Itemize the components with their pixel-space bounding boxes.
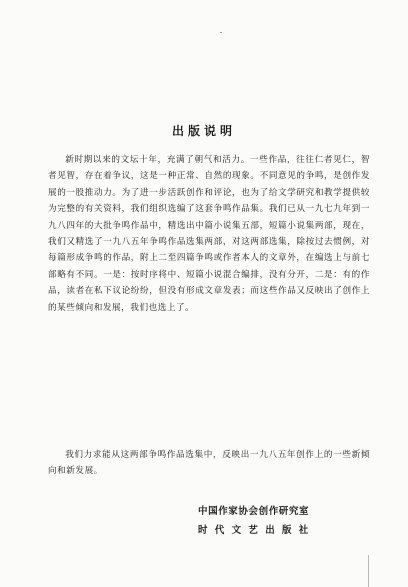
scan-speck xyxy=(220,32,222,33)
signature-publisher: 时代文艺出版社 xyxy=(198,525,316,536)
body-paragraph-1: 新时期以来的文坛十年，充满了朝气和活力。一些作品，往往仁者见仁，智者见智，存在着争议，这是一种正常、自然的现象。不同意见的争鸣，是创作发展的一股推动力。为了进一步活跃创作和评论，也为了给文学研究和教学提供较为完整的有关资料，我们组织选编了这套争鸣作品集。我们已从一九七九年到一九八四年的大批争鸣作品中，精选出中篇小说集五部，短篇小说集两部，现在，我们又精选了一九八五年争鸣作品选集两部，对这两部选集，除按过去惯例，对每篇形成争鸣的作品，附上二至四篇争鸣或作者本人的文章外，在编选上与前七部略有不同。一是：按时序将中、短篇小说混合编排，没有分开，二是：有的作品，读者在私下议论纷纷，但没有形成文章发表；而这些作品又反映出了创作上的某些倾向和发展，我们也选上了。 xyxy=(48,155,370,313)
body-paragraph-2: 我们力求能从这两部争鸣作品选集中，反映出一九八五年创作上的一些新倾向和新发展。 xyxy=(48,450,370,477)
signature-organization: 中国作家协会创作研究室 xyxy=(198,506,310,517)
scan-edge-line xyxy=(368,555,369,587)
page-title: 出版说明 xyxy=(171,124,236,138)
